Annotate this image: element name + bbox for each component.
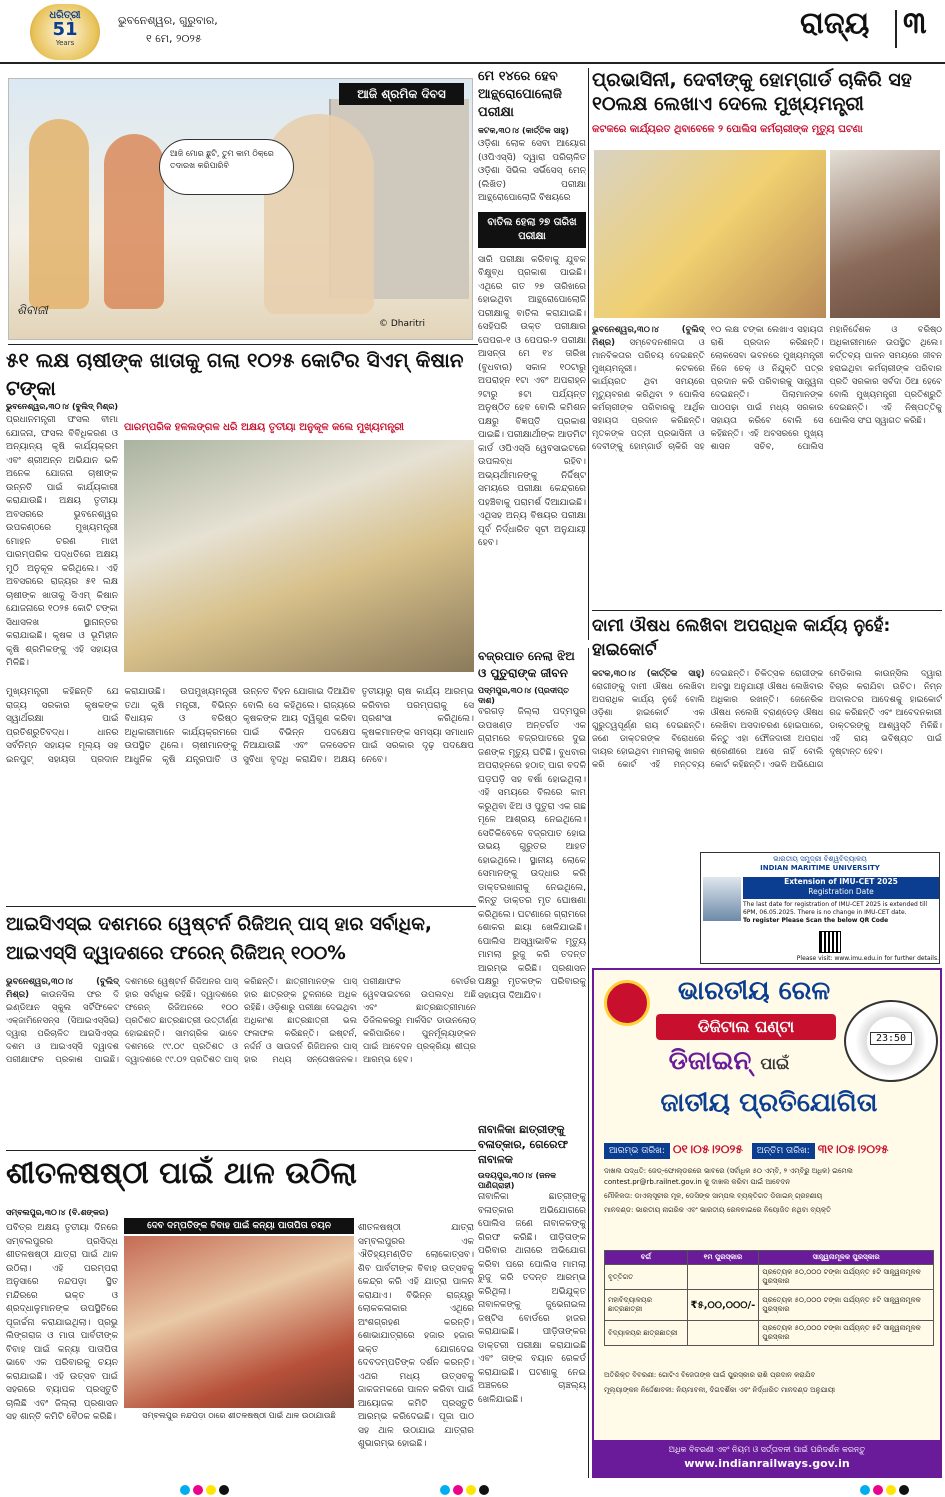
rail-table-header-category: ବର୍ଗ xyxy=(605,1251,688,1265)
cartoon-worker-middle xyxy=(104,134,164,309)
minor-headline: ନାବାଳିକା ଛାତ୍ରୀଙ୍କୁ ବଳାତ୍କାର, ଗେରେଫ ନାବାଳକ xyxy=(478,1123,569,1166)
story-homeguard xyxy=(592,68,942,608)
cmyk-mark-yellow xyxy=(206,1485,216,1495)
exam-dateline: କଟକ,୩୦।୪ (କାର୍ତ୍ତିକ ସାହୁ) xyxy=(478,126,569,135)
cartoon-banner: ଆଜି ଶ୍ରମିକ ଦିବସ xyxy=(339,83,464,105)
logo-name: ଧରିତ୍ରୀ xyxy=(49,10,81,21)
cartoon-worker-left xyxy=(29,119,89,309)
rail-clock-time: 23:50 xyxy=(870,1032,912,1045)
rail-footer[interactable]: ଅଧିକ ବିବରଣୀ ଏବଂ ନିୟମ ଓ ସର୍ତ୍ତାବଳୀ ପାଇଁ ପରିଦର୍ଶନ କରନ୍ତୁ www.indianrailways.gov.in xyxy=(594,1440,940,1476)
kisan-headline: ୫୧ ଲକ୍ଷ ଚାଷୀଙ୍କ ଖାତାକୁ ଗଲା ୧୦୨୫ କୋଟିର ସିଏମ୍‌ କିଷାନ ଟଙ୍କା xyxy=(6,348,464,400)
lightning-body: ବରଗଡ଼ ଜିଲ୍ଲା ପଦ୍ମପୁର ଉପଖଣ୍ଡ ଅନ୍ତର୍ଗତ ଏକ ଗ୍ରାମରେ ବଜ୍ରପାତରେ ଦୁଇ ଜଣଙ୍କ ମୃତ୍ୟୁ ଘଟିଛି। ବୁଧବାର ଅପରାହ୍ନରେ ହଠାତ୍ ପାଗ ବଦଳି ଘଡ଼ଘଡ଼ି ସହ ବର୍ଷା ହୋଇଥିଲା। ଏହି ସମୟରେ ବିଲରେ କାମ କରୁଥିବା ଝିଅ ଓ ପୁତୁରା ଏକ ଗଛ ମୂଳେ ଆଶ୍ରୟ ନେଇଥିଲେ। ସେତିକିବେଳେ ବଜ୍ରପାତ ହୋଇ ଉଭୟ ଗୁରୁତର ଆହତ ହୋଇଥିଲେ। ସ୍ଥାନୀୟ ଲୋକେ ସେମାନଙ୍କୁ ଉଦ୍ଧାର କରି ଡାକ୍ତରଖାନାକୁ ନେଇଥିଲେ, କିନ୍ତୁ ଡାକ୍ତର ମୃତ ଘୋଷଣା କରିଥିଲେ। ଘଟଣାରେ ଗ୍ରାମରେ ଶୋକର ଛାୟା ଖେଳିଯାଇଛି। ପୋଲିସ ଅସ୍ୱାଭାବିକ ମୃତ୍ୟୁ ମାମଲା ରୁଜୁ କରି ତଦନ୍ତ ଆରମ୍ଭ କରିଛି। ପ୍ରଶାସନ ପକ୍ଷରୁ ମୃତକଙ୍କ ପରିବାରକୁ ସହାୟତା ଦିଆଯିବ। xyxy=(478,707,586,1001)
table-row: ବିଦ୍ୟାଳୟର ଛାତ୍ରଛାତ୍ରୀ ପ୍ରତ୍ୟେକ ୫୦,୦୦୦ ଟଙ୍କା ପର୍ଯ୍ୟନ୍ତ ୫ଟି ସାନ୍ତ୍ୱନାମୂଳକ ପୁରସ୍କାର xyxy=(605,1321,934,1346)
story-minor xyxy=(478,1122,586,1422)
rule-cartoon-bottom xyxy=(8,344,478,345)
homeguard-photo-right xyxy=(830,150,940,318)
exam-subbox: ବାତିଲ ହେଲା ୨୭ ତାରିଖ ପରୀକ୍ଷା xyxy=(478,212,586,248)
col-divider-minor xyxy=(588,648,589,1478)
sital-headline: ଶୀତଳଷଷ୍ଠୀ ପାଇଁ ଥାଳ ଉଠିଲା xyxy=(6,1156,357,1191)
imu-qr-code[interactable] xyxy=(819,931,841,953)
cartoon-panel xyxy=(8,78,473,340)
imu-university-odia: ଭାରତୀୟ ସମୁଦ୍ରୀ ବିଶ୍ୱବିଦ୍ୟାଳୟ xyxy=(773,855,867,863)
rail-prize-table xyxy=(604,1250,934,1346)
cmyk-mark-magenta xyxy=(193,1485,203,1495)
imu-cadet-photo xyxy=(703,877,741,921)
dharitri-51-years-logo xyxy=(30,4,100,60)
kisan-photo xyxy=(124,440,474,672)
imu-text: The last date for registration of IMU-CET 2025 is extended till 6PM, 06.05.2025. There is no change in IMU-CET date. To register Please Scan the below QR Code xyxy=(743,901,928,924)
rail-end-date: ୩୧।୦୫।୨୦୨୫ xyxy=(817,1142,889,1156)
cmyk-mark-magenta-2 xyxy=(453,1485,463,1495)
homeguard-body: ଭୁବନେଶ୍ୱର,୩୦।୪ (ବୁଲିଦ୍‌ ମିଶ୍ର) ସମ୍ବେଦନଶୀଳତା ଓ ମାନବିକତାର ପରିଚୟ ଦେଇଛନ୍ତି ମୁଖ୍ୟମନ୍ତ୍ରୀ। କଟକରେ କାର୍ଯ୍ୟରତ ଥିବା ସମୟରେ ମୃତ୍ୟୁବରଣ କରିଥିବା ୨ ପୋଲିସ କର୍ମଚାରୀଙ୍କ ପରିବାରକୁ ଆର୍ଥିକ ସହାୟତା ପ୍ରଦାନ କରିଛନ୍ତି। ମୃତକଙ୍କ ପତ୍ନୀ ପ୍ରଭାସିନୀ ଓ ଦେବୀଙ୍କୁ ହୋମ୍‌ଗାର୍ଡ ଚାକିରି ସହ ୧୦ ଲକ୍ଷ ଟଙ୍କା ଲେଖାଏ ସହାୟତା ରାଶି ପ୍ରଦାନ କରିଛନ୍ତି। ଲୋକସେବା ଭବନରେ ମୁଖ୍ୟମନ୍ତ୍ରୀ ନିଜେ ଚେକ୍ ଓ ନିଯୁକ୍ତି ପତ୍ର ପ୍ରଦାନ କରି ପରିବାରକୁ ସାନ୍ତ୍ୱନା ଦେଇଛନ୍ତି। ପିଲାମାନଙ୍କ ପାଠପଢ଼ା ପାଇଁ ମଧ୍ୟ ସରକାର ସହାୟତା କରିବେ ବୋଲି ସେ କହିଛନ୍ତି। ଏହି ଅବସରରେ ମୁଖ୍ୟ ଶାସନ ସଚିବ, ପୋଲିସ ମହାନିର୍ଦ୍ଦେଶକ ଓ ବରିଷ୍ଠ ଅଧିକାରୀମାନେ ଉପସ୍ଥିତ ଥିଲେ। କର୍ତ୍ତବ୍ୟ ପାଳନ ସମୟରେ ଜୀବନ ହରାଇଥିବା କର୍ମଚାରୀଙ୍କ ପରିବାର ପ୍ରତି ସରକାର ସର୍ବଦା ଠିଆ ହେବେ ବୋଲି ମୁଖ୍ୟମନ୍ତ୍ରୀ ପ୍ରତିଶ୍ରୁତି ଦେଇଛନ୍ତି। ଏହି ନିଷ୍ପତ୍ତିକୁ ପୋଲିସ ସଂଘ ସ୍ୱାଗତ କରିଛି। xyxy=(592,325,942,452)
page-number: ୩ xyxy=(903,6,927,41)
cmyk-mark-magenta-3 xyxy=(873,1485,883,1495)
rail-submit: ଦାଖଲ ପଦ୍ଧତି: ଜେଡ୍‌-ଫୋଲ୍ଡରରେ ଭାବରେ (ସର୍ବାଧିକ ୫୦ ଏମ୍‌ବି, ୨ ଏମ୍‌ବିରୁ ଅଧିକ) ଇମେଲ contest.pr@rb.railnet.gov.in କୁ ଦାଖଲ କରିବା ପାଇଁ ଆବେଦନ xyxy=(604,1167,853,1186)
imu-university: INDIAN MARITIME UNIVERSITY xyxy=(760,864,880,872)
kisan-dateline: ଭୁବନେଶ୍ୱର,୩୦।୪ (ବୁଲିଦ୍‌ ମିଶ୍ର) xyxy=(6,402,118,411)
cmyk-mark-black-3 xyxy=(899,1485,909,1495)
rail-note-2: ମୂଲ୍ୟାଙ୍କନ ନିର୍ଦ୍ଦେଶାବଳୀ: ନିୟମାବଳୀ, ଦିଗଦର୍ଶିକା ଏବଂ ନିର୍ଦ୍ଧାରିତ ମାନଦଣ୍ଡ ଅନୁଯାୟୀ xyxy=(604,1386,836,1394)
masthead-rule xyxy=(0,62,945,64)
cartoon-signature: ଶିବାଜୀ xyxy=(17,303,48,317)
rule-homeguard-bottom xyxy=(592,610,942,611)
sital-body: ପବିତ୍ର ଅକ୍ଷୟ ତୃତୀୟା ଦିନରେ ସମ୍ବଲପୁରର ପ୍ରସିଦ୍ଧ ଶୀତଳଷଷ୍ଠୀ ଯାତ୍ରା ପାଇଁ ଥାଳ ଉଠିଲା। ଏହି ପରମ୍ପରା ଅନୁସାରେ ନନ୍ଦପଡ଼ା ସ୍ଥିତ ମନ୍ଦିରରେ ଭକ୍ତ ଓ ଶ୍ରଦ୍ଧାଳୁମାନଙ୍କ ଉପସ୍ଥିତିରେ ପୂଜାର୍ଚ୍ଚନା କରାଯାଇଥିଲା। ପ୍ରଭୁ ଲିଙ୍ଗରାଜ ଓ ମାତା ପାର୍ବତୀଙ୍କ ବିବାହ ପାଇଁ କନ୍ୟା ପାତାପିତା ଭାବେ ଏକ ପରିବାରକୁ ଚୟନ କରାଯାଇଛି। ଏହି ଉତ୍ସବ ପାଇଁ ସହରରେ ବ୍ୟାପକ ପ୍ରସ୍ତୁତି ଚାଲିଛି ଏବଂ ଜିଲ୍ଲା ପ୍ରଶାସନ ସହ ଶାନ୍ତି କମିଟି ବୈଠକ କରିଛି। xyxy=(6,1223,118,1422)
logo-years-label: Years xyxy=(55,39,75,47)
highcourt-headline: ଦାମୀ ଔଷଧ ଲେଖିବା ଅପରାଧିକ କାର୍ଯ୍ୟ ନୁହେଁ: ହାଇକୋର୍ଟ xyxy=(592,616,891,660)
cmyk-mark-black xyxy=(219,1485,229,1495)
cmyk-mark-cyan xyxy=(180,1485,190,1495)
homeguard-subhead: କଟକରେ କାର୍ଯ୍ୟରତ ଥିବାବେଳେ ୨ ପୋଲିସ କର୍ମଚାରୀଙ୍କ ମୃତ୍ୟୁ ଘଟଣା xyxy=(592,122,942,138)
section-name: ରାଜ୍ୟ xyxy=(800,6,870,41)
story-icse xyxy=(6,910,476,1148)
ad-indian-railways[interactable] xyxy=(592,968,942,1478)
rail-line4: ଜାତୀୟ ପ୍ରତିଯୋଗିତା xyxy=(660,1088,878,1118)
rail-dates: ଆରମ୍ଭ ତାରିଖ: ୦୧।୦୫।୨୦୨୫ ଅନ୍ତିମ ତାରିଖ: ୩୧।୦୫।୨୦୨୫ xyxy=(604,1138,934,1160)
cartoon-speech-bubble: ଆଜି ମୋର ଛୁଟି, ତୁମ କାମ ଠିକ୍‌ରେ ତଦାରଖ କରିପାରିବି xyxy=(159,139,294,195)
kisan-body-right: ମୁଖ୍ୟମନ୍ତ୍ରୀ କହିଛନ୍ତି ଯେ ରାଜ୍ୟ ସରକାର କୃଷକଙ୍କ ସ୍ୱାର୍ଥରକ୍ଷା ପାଇଁ ପ୍ରତିଶ୍ରୁତିବଦ୍ଧ। ଧାନର ସର୍ବନିମ୍ନ ସହାୟକ ମୂଲ୍ୟ ସହ ଇନପୁଟ୍ ସହାୟତା ପ୍ରଦାନ କରାଯାଉଛି। ଉପମୁଖ୍ୟମନ୍ତ୍ରୀ ତଥା କୃଷି ମନ୍ତ୍ରୀ, ବିଭିନ୍ନ ବିଧାୟକ ଓ ବରିଷ୍ଠ ଅଧିକାରୀମାନେ କାର୍ଯ୍ୟକ୍ରମରେ ଉପସ୍ଥିତ ଥିଲେ। ଚାଷୀମାନଙ୍କୁ ଆଧୁନିକ କୃଷି ଯନ୍ତ୍ରପାତି ଓ ଉନ୍ନତ ବିହନ ଯୋଗାଇ ଦିଆଯିବ ବୋଲି ସେ କହିଥିଲେ। ରାଜ୍ୟରେ କୃଷକଙ୍କ ଆୟ ଦ୍ୱିଗୁଣ କରିବା ପାଇଁ ବିଭିନ୍ନ ପଦକ୍ଷେପ ନିଆଯାଉଛି ଏବଂ ଜଳସେଚନ ସୁବିଧା ବୃଦ୍ଧି କରାଯିବ। ଅକ୍ଷୟ ତୃତୀୟାରୁ ଚାଷ କାର୍ଯ୍ୟ ଆରମ୍ଭ କରିବାର ପରମ୍ପରାକୁ ସେ ପ୍ରଶଂସା କରିଥିଲେ। କୃଷକମାନଙ୍କ ସମସ୍ୟା ସମାଧାନ ପାଇଁ ସରକାର ଦୃଢ଼ ପଦକ୍ଷେପ ନେବେ। xyxy=(6,687,474,765)
rail-table-header-first: ୧ମ ପୁରସ୍କାର xyxy=(687,1251,759,1265)
homeguard-photo-left xyxy=(594,150,826,318)
imu-visit[interactable]: Please visit: www.imu.edu.in for further details. xyxy=(796,955,939,962)
cmyk-mark-cyan-2 xyxy=(440,1485,450,1495)
imu-title-band: Extension of IMU-CET 2025 Registration Date xyxy=(743,877,939,899)
story-lightning xyxy=(478,648,586,1118)
cmyk-mark-yellow-2 xyxy=(466,1485,476,1495)
story-kisan xyxy=(6,346,476,906)
minor-body: ନାବାଳିକା ଛାତ୍ରୀଙ୍କୁ ବଳାତ୍କାର ଅଭିଯୋଗରେ ପୋଲିସ ଜଣେ ନାବାଳକଙ୍କୁ ଗିରଫ କରିଛି। ପୀଡ଼ିତାଙ୍କ ପରିବାର ଥାନାରେ ଅଭିଯୋଗ କରିବା ପରେ ପୋଲିସ ମାମଲା ରୁଜୁ କରି ତଦନ୍ତ ଆରମ୍ଭ କରିଥିଲା। ଅଭିଯୁକ୍ତ ନାବାଳକଙ୍କୁ ଜୁଭେନାଇଲ ଜଷ୍ଟିସ ବୋର୍ଡରେ ହାଜର କରାଯାଇଛି। ପୀଡ଼ିତାଙ୍କର ଡାକ୍ତରୀ ପରୀକ୍ଷା କରାଯାଇଛି ଏବଂ ତାଙ୍କ ବୟାନ ରେକର୍ଡ କରାଯାଇଛି। ଘଟଣାକୁ ନେଇ ଅଞ୍ଚଳରେ ଚାଞ୍ଚଲ୍ୟ ଖେଳିଯାଇଛି। xyxy=(478,1192,586,1405)
cartoon-credit: © Dharitri xyxy=(379,319,425,329)
rule-icse-bottom xyxy=(6,1150,476,1151)
minor-dateline: ଉଦୟପୁର,୩୦।୪ (ଜନକ ପାଣିଗ୍ରାହୀ) xyxy=(478,1171,557,1190)
cmyk-mark-yellow-3 xyxy=(886,1485,896,1495)
rail-table-header-consolation: ସାନ୍ତ୍ୱନାମୂଳକ ପୁରସ୍କାର xyxy=(759,1251,934,1265)
rail-start-date: ୦୧।୦୫।୨୦୨୫ xyxy=(672,1142,743,1156)
exam-body-2: ସାରି ପରୀକ୍ଷା କରିବାକୁ ଯୁବକ ବିକ୍ଷୁବ୍ଧ ପ୍ରକାଶ ପାଇଛି। ଏଥିରେ ଗତ ୨୭ ତାରିଖରେ ହୋଇଥିବା ଆନ୍ଥ୍ରୋପୋଲୋଜି ପରୀକ୍ଷାକୁ ବାତିଲ କରାଯାଇଛି। ସେହିପରି ଉକ୍ତ ପରୀକ୍ଷାର ପେପର-୧ ଓ ପେପର-୨ ପରୀକ୍ଷା ଆସନ୍ତା ମେ ୧୪ ତାରିଖ (ବୁଧବାର) ସକାଳ ୧୦ଟାରୁ ଅପରାହ୍ନ ୧ଟା ଏବଂ ଅପରାହ୍ନ ୨ଟାରୁ ୫ଟା ପର୍ଯ୍ୟନ୍ତ ଅନୁଷ୍ଠିତ ହେବ ବୋଲି କମିଶନ ପକ୍ଷରୁ ବିଜ୍ଞପ୍ତି ପ୍ରକାଶ ପାଇଛି। ପରୀକ୍ଷାର୍ଥୀଙ୍କ ଆଡମିଟ କାର୍ଡ ଓପିଏସ୍‌ସି ୱେବସାଇଟରେ ଉପଲବ୍ଧ ରହିବ। ଅଭ୍ୟର୍ଥୀମାନଙ୍କୁ ନିର୍ଦ୍ଦିଷ୍ଟ ସମୟରେ ପରୀକ୍ଷା କେନ୍ଦ୍ରରେ ପହଞ୍ଚିବାକୁ ପରାମର୍ଶ ଦିଆଯାଇଛି। ଏଥିସହ ଅନ୍ୟ ବିଷୟର ପରୀକ୍ଷା ପୂର୍ବ ନିର୍ଦ୍ଧାରିତ ସୂଚୀ ଅନୁଯାୟୀ ହେବ। xyxy=(478,254,586,548)
sital-dateline: ସମ୍ବଲପୁର,୩୦।୪ (ବି.ଶଙ୍କର) xyxy=(6,1208,109,1217)
table-row: ମହାବିଦ୍ୟାଳୟର ଛାତ୍ରଛାତ୍ରୀ ₹୫,୦୦,୦୦୦/- ପ୍ରତ୍ୟେକ ୫୦,୦୦୦ ଟଙ୍କା ପର୍ଯ୍ୟନ୍ତ ୫ଟି ସାନ୍ତ୍ୱନାମୂଳକ ପୁରସ୍କାର xyxy=(605,1290,934,1321)
lightning-headline: ବଜ୍ରପାତ ନେଲା ଝିଅ ଓ ପୁତୁରାଙ୍କ ଜୀବନ xyxy=(478,649,575,680)
icse-headline: ଆଇସିଏସ୍‌ଇ ଦଶମରେ ୱେଷ୍ଟର୍ନ ରିଜିଅନ୍ ପାସ୍ ହାର ସର୍ବାଧିକ, ଆଇଏସ୍‌ସି ଦ୍ୱାଦଶରେ ଫରେନ୍ ରିଜିଅନ୍ ୧୦୦% xyxy=(6,914,432,964)
homeguard-headline: ପ୍ରଭାସିନୀ, ଦେବୀଙ୍କୁ ହୋମ୍‌ଗାର୍ଡ ଚାକିରି ସହ ୧୦ଲକ୍ଷ ଲେଖାଏ ଦେଲେ ମୁଖ୍ୟମନ୍ତ୍ରୀ xyxy=(592,69,912,115)
rail-logo xyxy=(604,980,650,1026)
highcourt-body: କଟକ,୩୦।୪ (କାର୍ତ୍ତିକ ସାହୁ) ରୋଗୀଙ୍କୁ ଦାମୀ ଔଷଧ ଲେଖିବା ଅପରାଧିକ କାର୍ଯ୍ୟ ନୁହେଁ ବୋଲି ଓଡ଼ିଶା ହାଇକୋର୍ଟ ଏକ ଗୁରୁତ୍ୱପୂର୍ଣ୍ଣ ରାୟ ଦେଇଛନ୍ତି। ଜଣେ ଡାକ୍ତରଙ୍କ ବିରୋଧରେ ଦାୟର ହୋଇଥିବା ମାମଲାକୁ ଖାରଜ କରି କୋର୍ଟ ଏହି ମନ୍ତବ୍ୟ ଦେଇଛନ୍ତି। ଚିକିତ୍ସକ ରୋଗୀଙ୍କ ଅବସ୍ଥା ଅନୁଯାୟୀ ଔଷଧ ଲେଖିବାର ଅଧିକାର ରଖନ୍ତି। ଜେନେରିକ ଔଷଧ ନଲେଖି ବ୍ରାଣ୍ଡେଡ଼ ଔଷଧ ଲେଖିବା ଅସଦାଚରଣ ହୋଇପାରେ, କିନ୍ତୁ ଏହା ଫୌଜଦାରୀ ଅପରାଧ ଶ୍ରେଣୀରେ ଆସେ ନାହିଁ ବୋଲି କୋର୍ଟ କହିଛନ୍ତି। ଏଭଳି ଅଭିଯୋଗ ମେଡିକାଲ କାଉନ୍ସିଲ ଦ୍ୱାରା ବିଚାର କରାଯିବା ଉଚିତ। ନିମ୍ନ ଅଦାଲତର ଆଦେଶକୁ ହାଇକୋର୍ଟ ରଦ୍ଦ କରିଛନ୍ତି ଏବଂ ଆବେଦନକାରୀ ଡାକ୍ତରଙ୍କୁ ଆଶ୍ୱସ୍ତି ମିଳିଛି। ଏହି ରାୟ ଭବିଷ୍ୟତ ପାଇଁ ଦୃଷ୍ଟାନ୍ତ ହେବ। xyxy=(592,669,942,770)
sital-photo xyxy=(124,1236,354,1408)
cmyk-mark-black-2 xyxy=(479,1485,489,1495)
rail-originality: ମୌଳିକତା: ଡାଏଲ୍‌ସୂଚୀର ମୂଳ, ଡେସିଙ୍କ ସାମ୍ପଲ ବ୍ୟକ୍ତିଗତ ଡିଜାଇନ୍ ଗ୍ରହଣୀୟ xyxy=(604,1192,823,1200)
story-exam xyxy=(478,68,586,640)
sital-body-right: ଶୀତଳଷଷ୍ଠୀ ଯାତ୍ରା ସମ୍ବଲପୁରର ଏକ ଐତିହ୍ୟମଣ୍ଡିତ ଲୋକୋତ୍ସବ। ଶିବ ପାର୍ବତୀଙ୍କ ବିବାହ ଉତ୍ସବକୁ କେନ୍ଦ୍ର କରି ଏହି ଯାତ୍ରା ପାଳନ କରାଯାଏ। ବିଭିନ୍ନ ରାଜ୍ୟରୁ ଲୋକକଳାକାର ଏଥିରେ ଅଂଶଗ୍ରହଣ କରନ୍ତି। ଶୋଭାଯାତ୍ରାରେ ହଜାର ହଜାର ଭକ୍ତ ଯୋଗଦେଇ ଦେବଦମ୍ପତିଙ୍କ ଦର୍ଶନ କରନ୍ତି। ଏଥର ମଧ୍ୟ ଉତ୍ସବକୁ ଜାକଜମକରେ ପାଳନ କରିବା ପାଇଁ ଆୟୋଜକ କମିଟି ପ୍ରସ୍ତୁତି ଆରମ୍ଭ କରିଦେଇଛି। ପୂଜା ପାଠ ସହ ଥାଳ ଉଠାଯାଇ ଯାତ୍ରାର ଶୁଭାରମ୍ଭ ହୋଇଛି। xyxy=(358,1223,474,1449)
sital-photo-caption: ସମ୍ବଲପୁର ନନ୍ଦପଡ଼ା ଠାରେ ଶୀତଳଷଷ୍ଠୀ ପାଇଁ ଥାଳ ଉଠାଯାଉଛି xyxy=(142,1411,336,1420)
rail-note-1: ଅତିରିକ୍ତ ବିବରଣୀ: ଗୋଟିଏ ବିଜେତାଙ୍କ ପାଇଁ ପୁରସ୍କାର ରାଶି ପ୍ରଦାନ କରାଯିବ xyxy=(604,1371,816,1379)
place-date: ଭୁବନେଶ୍ୱର, ଗୁରୁବାର, ୧ ମେ, ୨୦୨୫ xyxy=(118,14,218,45)
story-highcourt xyxy=(592,614,942,850)
ad-imu[interactable] xyxy=(700,852,940,964)
rail-clock-illustration xyxy=(844,1000,938,1082)
rail-brand: ଭାରତୀୟ ରେଳ xyxy=(677,976,831,1006)
col-divider-exam xyxy=(588,68,589,640)
kisan-body-left: ପ୍ରଧାନମନ୍ତ୍ରୀ ଫସଲ ବୀମା ଯୋଜନା, ଫସଲ ବିବିଧିକରଣ ଓ ଅନ୍ୟାନ୍ୟ କୃଷି କାର୍ଯ୍ୟକ୍ରମ ଏବଂ ଶ୍ରୀଅନ୍ନ ଅଭିଯାନ ଭଳି ଅନେକ ଯୋଜନା ଚାଷୀଙ୍କ ଉନ୍ନତି ପାଇଁ କାର୍ଯ୍ୟକାରୀ କରାଯାଉଛି। ଅକ୍ଷୟ ତୃତୀୟା ଅବସରରେ ଭୁବନେଶ୍ୱର ଉପକଣ୍ଠରେ ମୁଖ୍ୟମନ୍ତ୍ରୀ ମୋହନ ଚରଣ ମାଝୀ ପାରମ୍ପରିକ ପଦ୍ଧତିରେ ଅକ୍ଷୟ ମୁଠି ଅନୁକୂଳ କରିଥିଲେ। ଏହି ଅବସରରେ ରାଜ୍ୟର ୫୧ ଲକ୍ଷ ଚାଷୀଙ୍କ ଖାତାକୁ ସିଏମ୍‌ କିଷାନ ଯୋଜନାରେ ୧୦୨୫ କୋଟି ଟଙ୍କା ସିଧାସଳଖ ସ୍ଥାନାନ୍ତର କରାଯାଇଛି। କୃଷକ ଓ ଭୂମିହୀନ କୃଷି ଶ୍ରମିକଙ୍କୁ ଏହି ସହାୟତା ମିଳିଛି। xyxy=(6,415,118,668)
lightning-dateline: ପଦ୍ମପୁର,୩୦।୪ (ପ୍ରଦୀପ୍ତ ଦାଶ) xyxy=(478,686,569,705)
icse-body: ଭୁବନେଶ୍ୱର,୩୦।୪ (ବୁଲିଦ୍‌ ମିଶ୍ର) କାଉନସିଲ ଫର ଦି ଇଣ୍ଡିଆନ ସ୍କୁଲ ସର୍ଟିଫିକେଟ ଏକ୍‌ଜାମିନେସନ୍ସ (ସିଆଇଏସ୍‌ସିଇ) ଦ୍ୱାରା ପରିଚାଳିତ ଆଇସିଏସ୍‌ଇ ଦଶମ ଓ ଆଇଏସ୍‌ସି ଦ୍ୱାଦଶ ପରୀକ୍ଷାଫଳ ପ୍ରକାଶ ପାଇଛି। ଦଶମରେ ୱେଷ୍ଟର୍ନ ରିଜିଅନର ପାସ୍ ହାର ସର୍ବାଧିକ ରହିଛି। ଦ୍ୱାଦଶରେ ଫରେନ୍ ରିଜିଅନରେ ୧୦୦ ପ୍ରତିଶତ ଛାତ୍ରଛାତ୍ରୀ ଉତ୍ତୀର୍ଣ୍ଣ ହୋଇଛନ୍ତି। ସାମଗ୍ରିକ ଭାବେ ଦଶମରେ ୯୯.୦୯ ପ୍ରତିଶତ ଓ ଦ୍ୱାଦଶରେ ୯୯.୦୨ ପ୍ରତିଶତ ପାସ୍ କରିଛନ୍ତି। ଛାତ୍ରୀମାନଙ୍କ ପାସ୍ ହାର ଛାତ୍ରଙ୍କ ତୁଳନାରେ ଅଧିକ ରହିଛି। ଓଡ଼ିଶାରୁ ପରୀକ୍ଷା ଦେଇଥିବା ଅଧିକାଂଶ ଛାତ୍ରଛାତ୍ରୀ ଭଲ ଫଳାଫଳ କରିଛନ୍ତି। ଇଷ୍ଟର୍ନ, ନର୍ଦ୍ଦର୍ନ ଓ ସାଉଦର୍ନ ରିଜିଅନର ପାସ୍ ହାର ମଧ୍ୟ ସନ୍ତୋଷଜନକ। ପରୀକ୍ଷାଫଳ ବୋର୍ଡର ୱେବସାଇଟରେ ଉପଲବ୍ଧ ଅଛି ଏବଂ ଛାତ୍ରଛାତ୍ରୀମାନେ ଡିଜିଲକରରୁ ମାର୍କସିଟ ଡାଉନଲୋଡ୍ କରିପାରିବେ। ପୁନର୍ମୂଲ୍ୟାଙ୍କନ ପାଇଁ ଆବେଦନ ପ୍ରକ୍ରିୟା ଶୀଘ୍ର ଆରମ୍ଭ ହେବ। xyxy=(6,977,476,1065)
rail-url-link[interactable]: www.indianrailways.gov.in xyxy=(684,1457,850,1470)
exam-body-1: ଓଡ଼ିଶା ଲୋକ ସେବା ଆୟୋଗ (ଓପିଏସ୍‌ସି) ଦ୍ୱାରା ପରିଚାଳିତ ଓଡ଼ିଶା ସିଭିଲ ସର୍ଭିସେସ୍ ମେନ୍‌ (ଲିଖିତ) ପରୀକ୍ଷା ଆନ୍ଥ୍ରୋପୋଲୋଜି ବିଷୟରେ xyxy=(478,139,586,203)
kisan-subhead: ପାରମ୍ପରିକ ହଳଲଙ୍ଗଳ ଧରି ଅକ୍ଷୟ ତୃତୀୟା ଅନୁକୂଳ କଲେ ମୁଖ୍ୟମନ୍ତ୍ରୀ xyxy=(124,422,404,433)
rail-info xyxy=(604,1166,934,1246)
rail-eligibility: ମାନଦଣ୍ଡ: ଭାରତୀୟ ନାଗରିକ ଏବଂ ଭାରତୀୟ ରେଳବାଇରେ ନିୟୋଜିତ ନଥିବା ବ୍ୟକ୍ତି xyxy=(604,1206,832,1214)
rail-line3: ଡିଜାଇନ୍‌ ପାଇଁ xyxy=(668,1046,790,1076)
table-row: ବୃତ୍ତିଗତ ପ୍ରତ୍ୟେକ ୫୦,୦୦୦ ଟଙ୍କା ପର୍ଯ୍ୟନ୍ତ ୫ଟି ସାନ୍ତ୍ୱନାମୂଳକ ପୁରସ୍କାର xyxy=(605,1265,934,1290)
masthead-divider xyxy=(895,10,897,48)
rule-kisan-bottom xyxy=(6,906,476,907)
exam-headline: ମେ ୧୪ରେ ହେବ ଆନ୍ଥ୍ରୋପୋଲୋଜି ପରୀକ୍ଷା xyxy=(478,69,562,120)
cmyk-mark-cyan-3 xyxy=(860,1485,870,1495)
logo-years: 51 xyxy=(52,19,78,40)
rail-line2: ଡିଜିଟାଲ ଘଣ୍ଟା xyxy=(656,1014,836,1040)
story-sital xyxy=(6,1152,476,1480)
sital-subhead: ଦେବ ଦମ୍ପତିଙ୍କ ବିବାହ ପାଇଁ କନ୍ୟା ପାତାପିତା ଚୟନ xyxy=(124,1218,354,1234)
rail-notes xyxy=(604,1370,934,1434)
masthead xyxy=(0,0,945,68)
